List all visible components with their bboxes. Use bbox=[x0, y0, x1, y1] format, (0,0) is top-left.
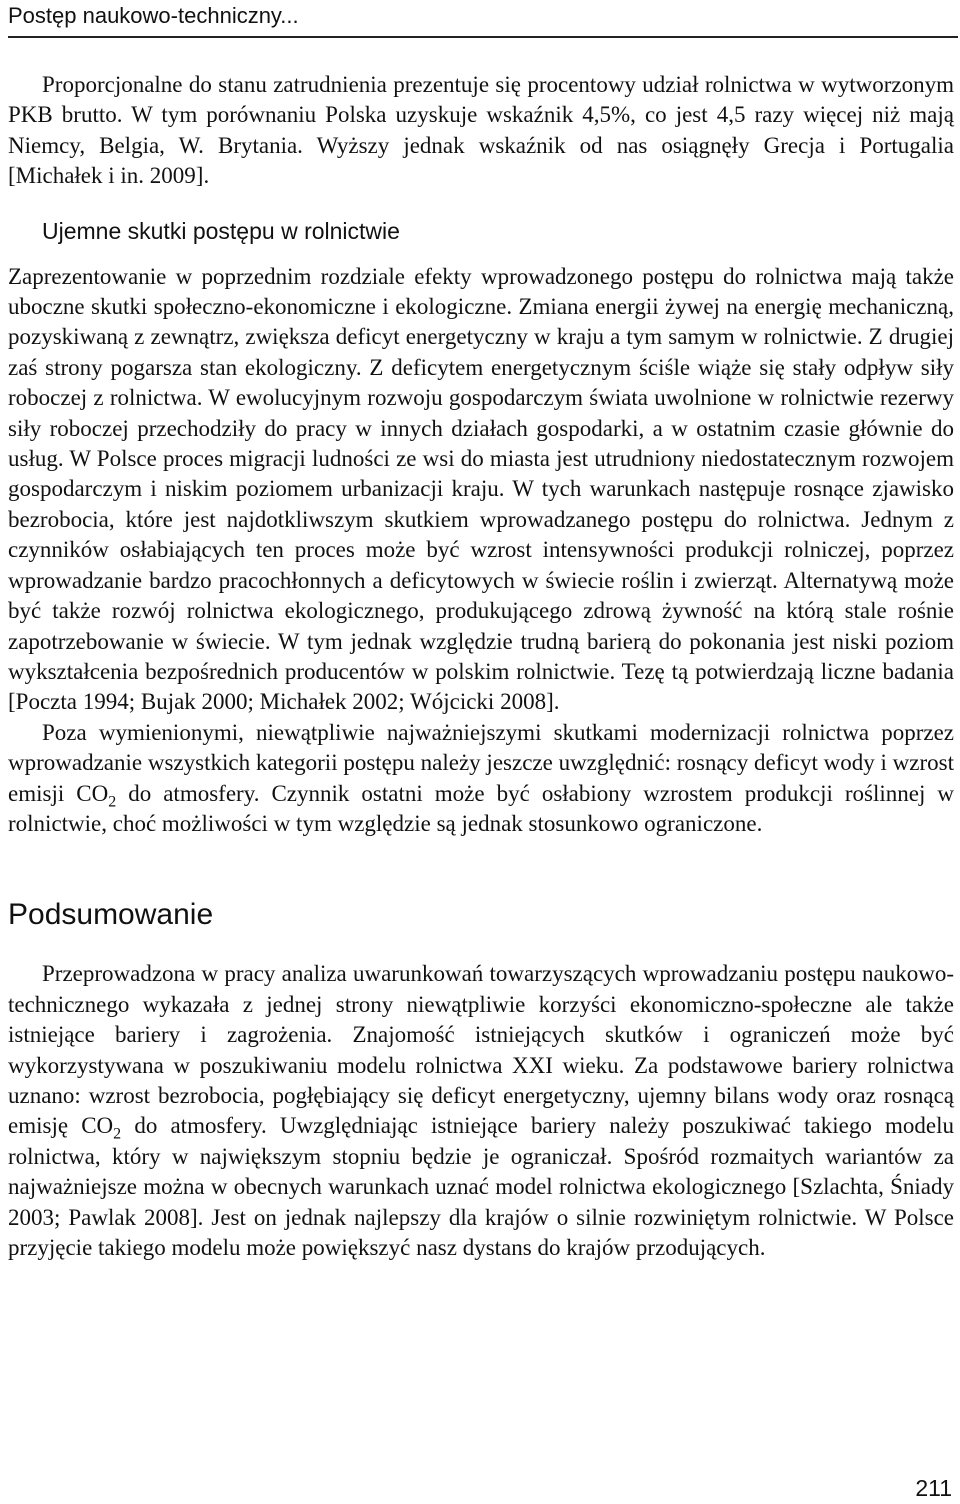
page-number: 211 bbox=[915, 1475, 952, 1501]
paragraph-text: Poza wymienionymi, niewątpliwie najważniejszymi skutkami modernizacji rolnictwa poprzez wprowadzanie wszystkich kategorii postępu należy jeszcze uwzględnić: rosnący deficyt wody i wzrost emisji CO bbox=[8, 719, 954, 806]
paragraph-text: Przeprowadzona w pracy analiza uwarunkowań towarzyszących wprowadzaniu postępu naukowo-technicznego wykazała z jednej strony niewątpliwie korzyści ekonomiczno-społeczne ale także istniejące bariery i zagrożenia. Znajomość istniejących skutków i ograniczeń może być wykorzystywana w poszukiwaniu modelu rolnictwa XXI wieku. Za podstawowe bariery rolnictwa uznano: wzrost bezrobocia, pogłębiający się deficyt energetyczny, ujemny bilans wody oraz rosnącą emisję CO bbox=[8, 961, 954, 1139]
paragraph-summary bbox=[8, 959, 954, 1263]
subscript: 2 bbox=[113, 1125, 122, 1143]
paragraph-text: do atmosfery. Uwzględniając istniejące bariery należy poszukiwać takiego modelu rolnictwa, który w największym stopniu będzie je ograniczał. Spośród rozmaitych wariantów za najważniejsze można w obecnych warunkach uznać model rolnictwa ekologicznego [Szlachta, Śniady 2003; Pawlak 2008]. Jest on jednak najlepszy dla krajów o silnie rozwiniętym rolnictwie. W Polsce przyjęcie takiego modelu może powiększyć nasz dystans do krajów przodujących. bbox=[8, 1113, 954, 1260]
subscript: 2 bbox=[108, 793, 117, 811]
running-header: Postęp naukowo-techniczny... bbox=[8, 2, 958, 38]
section-heading-summary: Podsumowanie bbox=[8, 898, 214, 932]
paragraph-pkb-share: Proporcjonalne do stanu zatrudnienia prezentuje się procentowy udział rolnictwa w wytworzonym PKB brutto. W tym porównaniu Polska uzyskuje wskaźnik 4,5%, co jest 4,5 razy więcej niż mają Niemcy, Belgia, W. Brytania. Wyższy jednak wskaźnik od nas osiągnęły Grecja i Portugalia [Michałek i in. 2009]. bbox=[8, 72, 954, 189]
section-heading-negative-effects: Ujemne skutki postępu w rolnictwie bbox=[42, 217, 400, 244]
paragraph-negative-effects: Zaprezentowanie w poprzednim rozdziale efekty wprowadzonego postępu do rolnictwa mają także uboczne skutki społeczno-ekonomiczne i ekologiczne. Zmiana energii żywej na energię mechaniczną, pozyskiwaną z zewnątrz, zwiększa deficyt energetyczny w kraju a tym samym w rolnictwie. Z drugiej zaś strony pogarsza stan ekologiczny. Z deficytem energetycznym ściśle wiąże się stały odpływ siły roboczej z rolnictwa. W ewolucyjnym rozwoju gospodarczym świata uwolnione w rolnictwie rezerwy siły roboczej przechodziły do pracy w innych działach gospodarki, a w ostatnim czasie głównie do usług. W Polsce proces migracji ludności ze wsi do miasta jest utrudniony niedostatecznym rozwojem gospodarczym i niskim poziomem urbanizacji kraju. W tych warunkach następuje rosnące zjawisko bezrobocia, które jest najdotkliwszym skutkiem wprowadzanego postępu do rolnictwa. Jednym z czynników osłabiających ten proces może być wzrost intensywności produkcji rolniczej, poprzez wprowadzanie bardzo pracochłonnych a deficytowych w świecie roślin i zwierząt. Alternatywą może być także rozwój rolnictwa ekologicznego, produkującego zdrową żywność na którą stale rośnie zapotrzebowanie w świecie. W tym jednak względzie trudną barierą do pokonania jest niski poziom wykształcenia bezpośrednich producentów w polskim rolnictwie. Tezę tą potwierdzają liczne badania [Poczta 1994; Bujak 2000; Michałek 2002; Wójcicki 2008]. bbox=[8, 263, 954, 715]
paragraph-text: do atmosfery. Czynnik ostatni może być osłabiony wzrostem produkcji roślinnej w rolnictwie, choć możliwości w tym względzie są jednak stosunkowo ograniczone. bbox=[8, 780, 954, 836]
paragraph-water-emission bbox=[8, 718, 954, 840]
page-body bbox=[8, 70, 954, 1263]
